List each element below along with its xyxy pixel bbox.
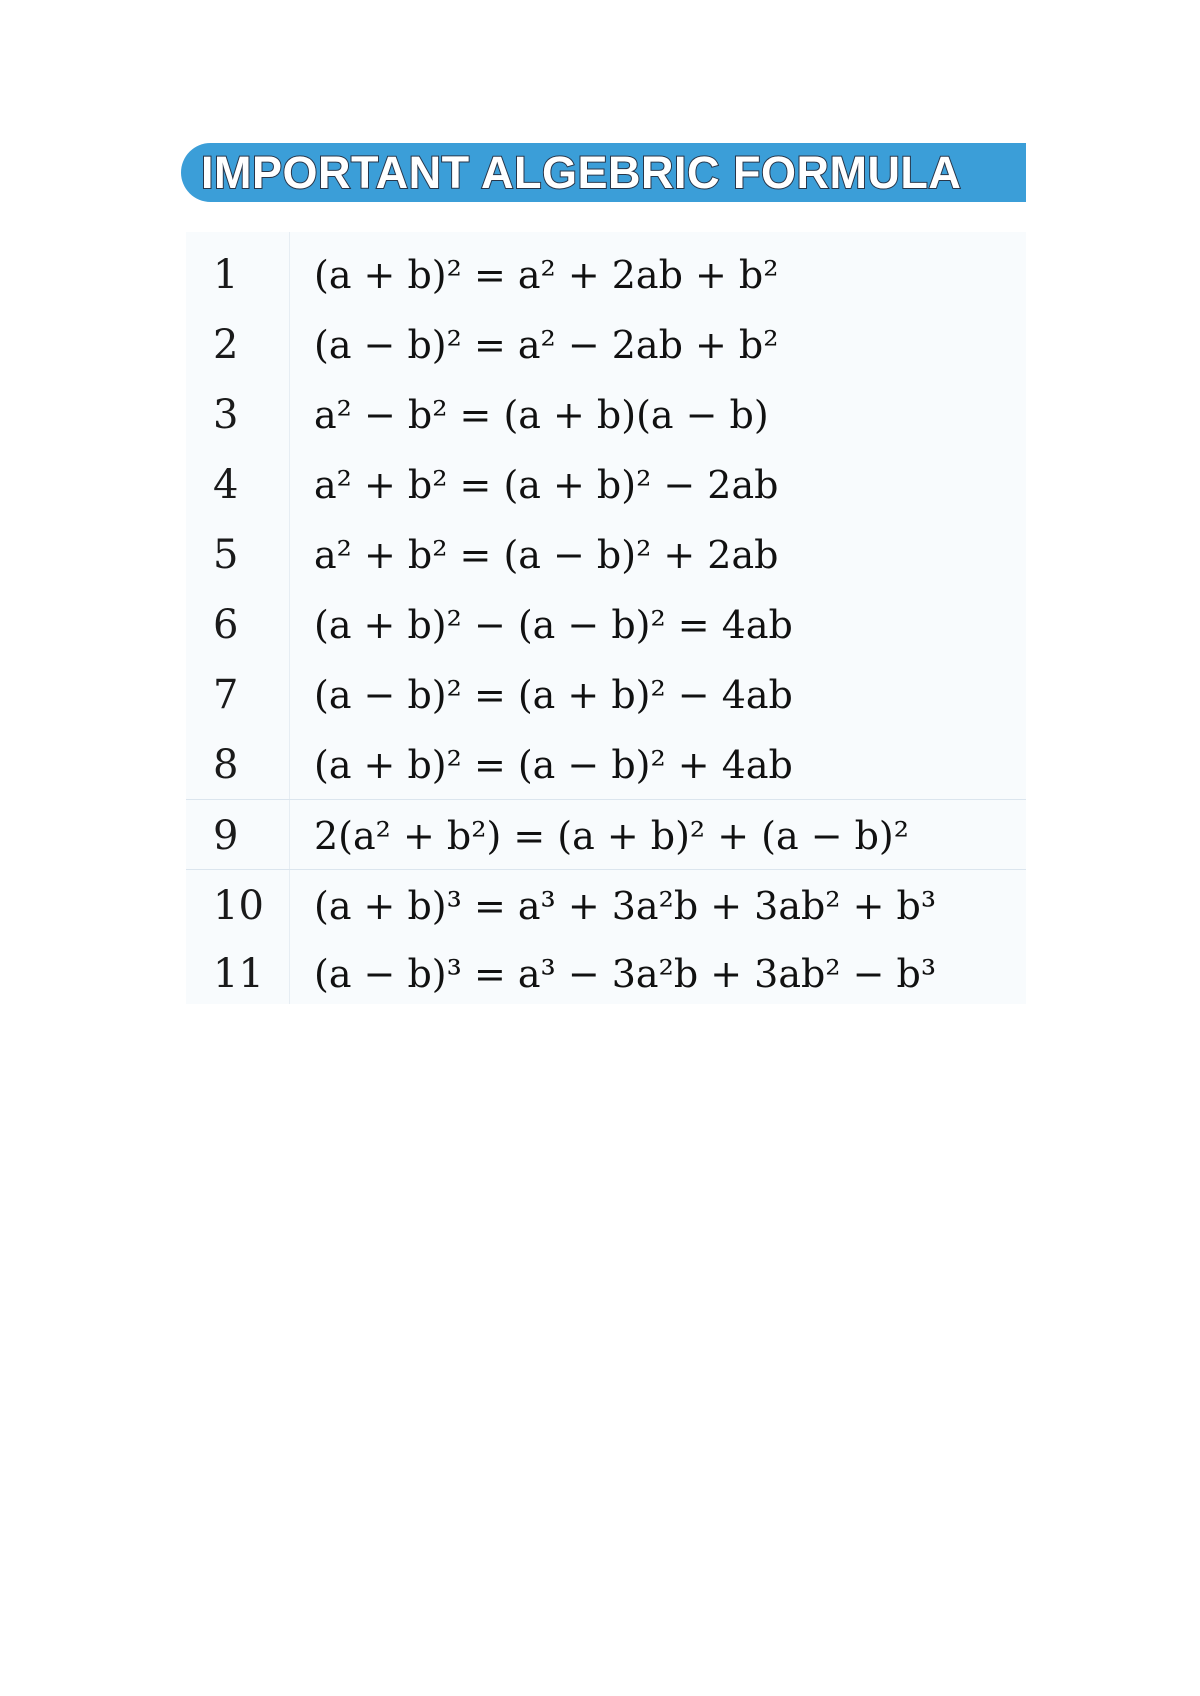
formula-expression: a² − b² = (a + b)(a − b) <box>314 393 769 437</box>
formula-row <box>186 939 1026 1009</box>
formula-number: 8 <box>213 742 239 788</box>
formula-expression: (a + b)² − (a − b)² = 4ab <box>314 603 793 647</box>
formula-expression: 2(a² + b²) = (a + b)² + (a − b)² <box>314 814 909 858</box>
formula-row <box>186 730 1026 800</box>
formula-row <box>186 310 1026 380</box>
formula-row <box>186 801 1026 871</box>
formula-number: 3 <box>213 392 239 438</box>
formula-expression: (a − b)² = (a + b)² − 4ab <box>314 673 793 717</box>
formula-expression: (a + b)² = (a − b)² + 4ab <box>314 743 793 787</box>
formula-expression: a² + b² = (a + b)² − 2ab <box>314 463 779 507</box>
formula-number: 11 <box>213 951 264 997</box>
formula-expression: (a + b)² = a² + 2ab + b² <box>314 253 779 297</box>
page-title: IMPORTANT ALGEBRIC FORMULA <box>201 146 962 198</box>
formula-number: 2 <box>213 322 239 368</box>
formula-number: 10 <box>213 883 264 929</box>
formula-row <box>186 590 1026 660</box>
formula-number: 9 <box>213 813 239 859</box>
formula-number: 4 <box>213 462 239 508</box>
formula-expression: (a + b)³ = a³ + 3a²b + 3ab² + b³ <box>314 884 937 928</box>
formula-row <box>186 450 1026 520</box>
title-banner <box>181 143 1026 202</box>
formula-number: 6 <box>213 602 239 648</box>
formula-number: 5 <box>213 532 239 578</box>
formula-expression: (a − b)² = a² − 2ab + b² <box>314 323 779 367</box>
formula-row <box>186 660 1026 730</box>
formula-row <box>186 871 1026 941</box>
formula-number: 1 <box>213 252 239 298</box>
formula-row <box>186 380 1026 450</box>
formula-expression: (a − b)³ = a³ − 3a²b + 3ab² − b³ <box>314 952 937 996</box>
formula-row <box>186 240 1026 310</box>
formula-row <box>186 520 1026 590</box>
formula-number: 7 <box>213 672 239 718</box>
formula-expression: a² + b² = (a − b)² + 2ab <box>314 533 779 577</box>
